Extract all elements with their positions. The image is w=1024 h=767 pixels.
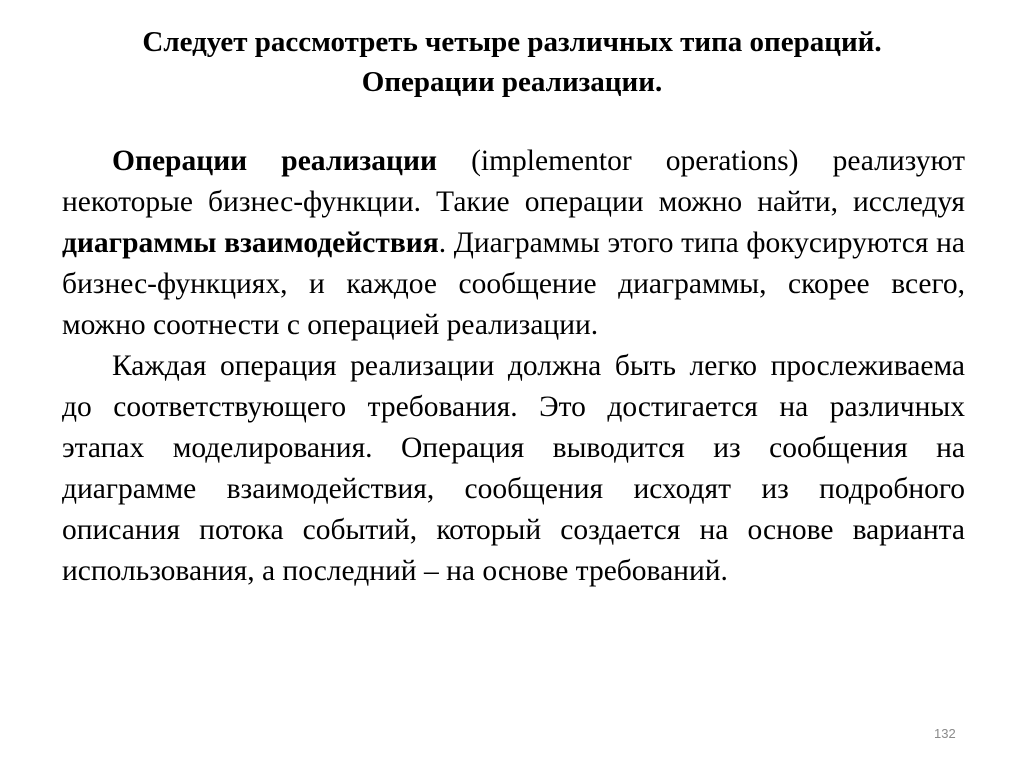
paragraph-1-term: Операции реализации [112,145,437,177]
paragraph-1-emphasis: диаграммы взаимодействия [62,227,439,259]
paragraph-1-text-b: . Диаграммы этого типа фокусируются на бизнес-функциях, и каждое сообщение диаграммы, скорее всего, можно соотнести с операцией реализации. [62,227,965,341]
page-number: 132 [934,726,956,741]
slide-title [40,22,984,102]
paragraph-2: Каждая операция реализации должна быть легко прослеживаема до соответствующего требования. Это достигается на различных этапах моделирования. Операция выводится из сообщения на диаграмме взаимодействия, сообщения исходят из подробного описания потока событий, который создается на основе варианта использования, а последний – на основе требований. [62,350,965,587]
slide-body [62,141,965,592]
title-line-1: Следует рассмотреть четыре различных типа операций. [142,26,882,58]
paragraph-1 [62,141,965,346]
title-line-2: Операции реализации. [361,66,663,98]
paragraph-1-text-a: (implementor operations) реализуют некоторые бизнес-функции. Такие операции можно найти, исследуя [62,145,965,218]
